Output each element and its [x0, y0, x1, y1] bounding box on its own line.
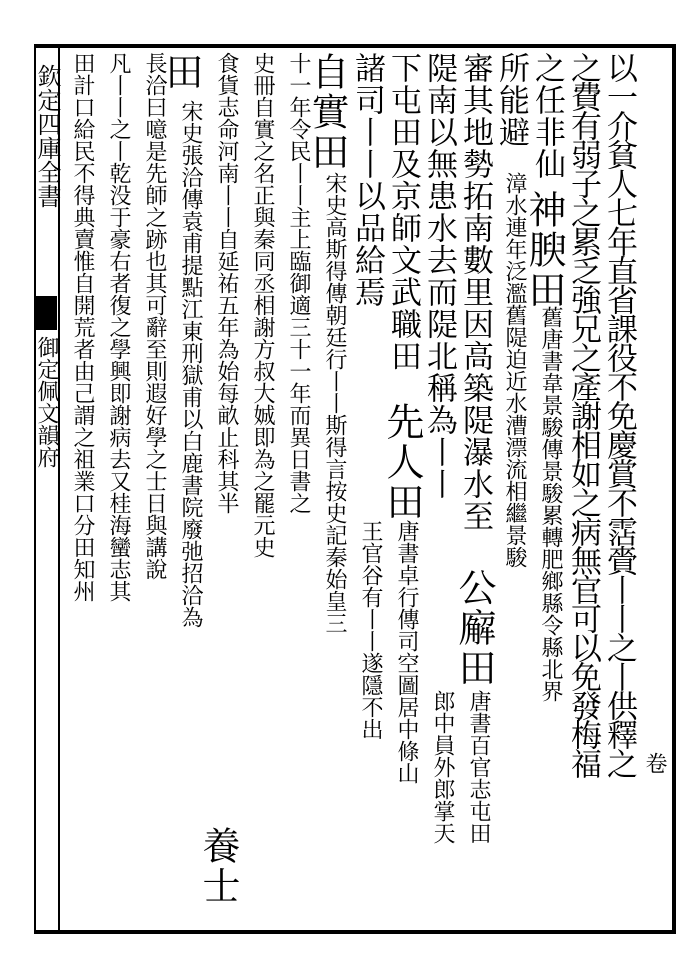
- text-column-7a: 下屯田及京師文武職田: [385, 52, 421, 372]
- right-border: [672, 44, 676, 934]
- bottom-border: [36, 930, 676, 934]
- text-column-5a: 審其地勢拓南數里因高築隄瀑水至: [457, 52, 493, 532]
- entry-heading-gongxie-tian: 公廨田: [452, 568, 496, 688]
- text-column-8b: 王官谷有丨丨遂隱不出: [358, 520, 383, 740]
- text-column-3a: 之任非仙: [529, 52, 565, 180]
- margin-title: 欽定四庫全書: [33, 64, 61, 208]
- entry-heading-zishi-tian: 自實田: [305, 52, 349, 172]
- entry-heading-yangshi: 養士: [196, 826, 240, 906]
- text-column-4a: 所能避: [493, 52, 529, 148]
- entry-heading-yangshi-tian: 田: [159, 52, 203, 92]
- text-column-13b: 宋史張洽傳袁甫提點江東刑獄甫以白鹿書院廢弛招洽為: [178, 100, 203, 628]
- text-column-16: 田計口給民不得典賣惟自開荒者由己謂之祖業口分田知州: [70, 52, 95, 602]
- entry-heading-shenyu-tian: 神腴田: [522, 190, 566, 310]
- fish-tail-mark: [35, 296, 57, 330]
- text-column-6a: 隄南以無患水去而隄北稱為丨丨: [421, 52, 457, 500]
- margin-book-title: 御定佩文韻府: [34, 336, 59, 468]
- text-column-6b: 郎中員外郎掌天: [430, 690, 455, 844]
- text-column-5b: 唐書百官志屯田: [466, 690, 491, 844]
- text-column-2: 之費有弱子之累乏強兄之產謝相如之病無官可以免發梅福: [565, 52, 601, 777]
- text-column-12: 食貨志命河南丨丨自延祐五年為始每畝止科其半: [214, 52, 239, 514]
- text-column-10: 十一年令民丨丨主上臨御適三十一年而異日書之: [286, 52, 311, 514]
- text-column-4b: 漳水連年泛濫舊隄迫近水漕漂流相繼景駿: [502, 172, 527, 568]
- text-column-1: 以一介貧人七年直省課役不免慶賞不霑賫丨丨之丨供釋之: [601, 52, 637, 777]
- top-border: [36, 44, 676, 48]
- text-column-8a: 諸司丨丨以品給焉: [349, 52, 385, 308]
- text-column-15: 凡丨丨之丨乾没于豪右者復之學興即謝病去又桂海蠻志其: [106, 52, 131, 602]
- text-column-14: 長洽曰噫是先師之跡也其可辭至則遐好學之士日與講說: [142, 52, 167, 580]
- margin-page-label: 卷: [642, 752, 667, 774]
- text-column-7b: 唐書卓行傳司空圖居中條山: [394, 520, 419, 784]
- text-column-9b: 宋史高斯得傳朝廷行丨丨斯得言按史記秦始皇三: [322, 172, 347, 634]
- text-column-11: 史冊自實之名正與秦同丞相謝方叔大娍即為之罷元史: [250, 52, 275, 558]
- text-column-3b: 舊唐書韋景駿傳景駿累轉肥鄉縣令縣北界: [538, 306, 563, 702]
- entry-heading-xianren-tian: 先人田: [380, 402, 424, 522]
